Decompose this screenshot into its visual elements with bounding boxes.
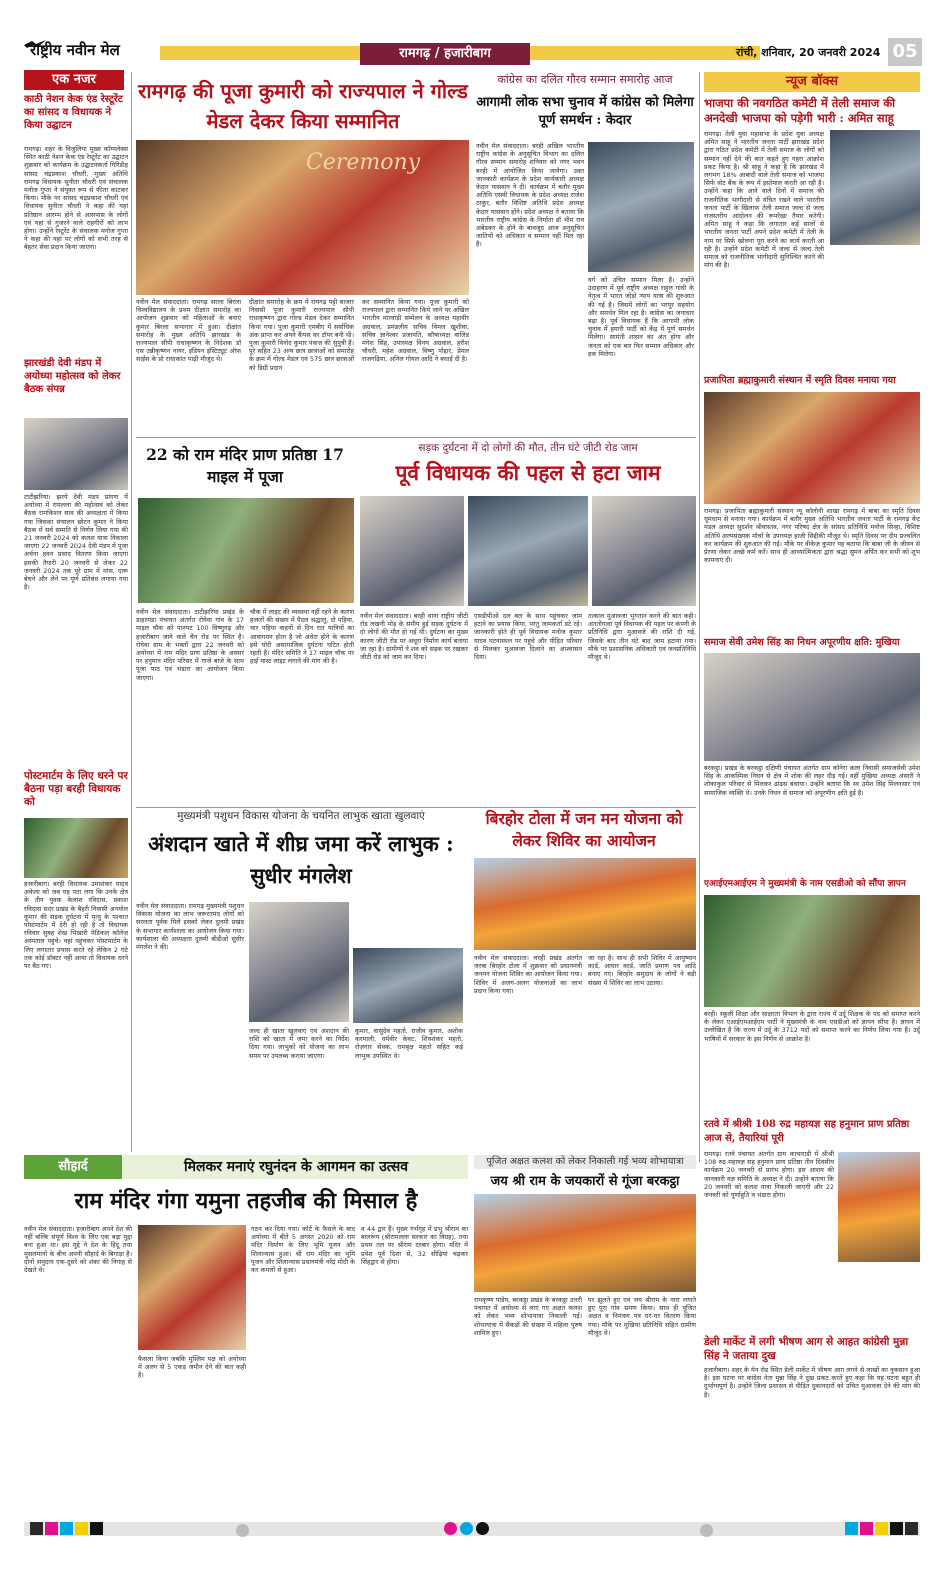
janman-headline: बिरहोर टोला में जन मन योजना को लेकर शिविर का आयोजन [485, 809, 683, 850]
ceremony-banner: Ceremony [306, 150, 421, 175]
sauhard-label: सौहार्द [24, 1155, 122, 1179]
swatch [860, 1522, 873, 1535]
pashudhan-headline: अंशदान खाते में शीघ्र जमा करें लाभुक : सुधीर मंगलेश [148, 831, 454, 888]
left-body-1: रामगढ़। शहर के विजुलिया मुख्य कॉम्पलेक्स स्थित काठी नेशन केक एंड रेस्टूरेंट का उद्घाटन शुक्रवार को कार्यक्रम के उद्घाटनकर्ता गिरिडीह सांसद चंद्रप्रकाश चौधरी, मुख्य अतिथि रामगढ़ विधायक सुनीता चौधरी एवं संचालक मनोज गुप्ता ने संयुक्त रूप से फीता काटकर किया। मौके पर सांसद चंद्रप्रकाश चौधरी एवं विधायक सुनीता चौधरी ने कहा की यहां प्रतिष्ठान आरम्भ होने से आसपास के लोगों एवं यहां से गुजरने वाले राहगीरों को लाभ होगा। उन्होंने रेस्टूरेंट के संचालक मनोज गुप्ता ने कहा की यहां पर लोगों को सभी तरह से बेहतर सेवा प्रदान किया जाएगा। [24, 145, 128, 252]
pashudhan-kicker: मुख्यमंत्री पशुधन विकास योजना के चयनित लाभुक खाता खुलवाएं [177, 810, 425, 822]
page-number: 05 [888, 38, 922, 66]
rudra-temple-photo [838, 1152, 920, 1262]
fire-headline: डेली मार्केट में लगी भीषण आग से आहत कांग्रेसी मुन्ना सिंह ने जताया दुख [704, 1336, 909, 1362]
janman-body-1: नवीन मेल संवाददाता। चरही प्रखंड अंतर्गत जरबा बिरहोर टोला में शुक्रवार को प्रधानमंत्री जनमन योजना शिविर का आयोजन किया गया। शिविर में अलग-अलग योजनाओं का लाभ प्रदान किया गया। [474, 954, 582, 995]
congress-kicker: कांग्रेस का दलित गौरव सम्मान समारोह आज [497, 73, 673, 86]
umesh-photo [704, 653, 920, 761]
jaishriram-photo [474, 1194, 696, 1292]
aimim-photo [704, 895, 920, 1007]
accident-photo-1 [360, 496, 464, 606]
accident-photo-2 [468, 496, 588, 606]
top-story-photo [136, 140, 469, 295]
sauhard-body-3: व 44 द्वार हैं। मुख्य गर्भगृह में प्रभु श्रीराम का बालरूप (श्रीरामलला सरकार का विग्रह), तथा प्रथम तल पर श्रीराम दरबार होगा। मंदिर में प्रवेश पूर्व दिशा से, 32 सीढ़ियां चढ़कर सिंहद्वार से होगा। [361, 1225, 468, 1266]
janman-body-2: जा रहा है। साथ ही सभी शिविर में आयुष्मान कार्ड, आधार कार्ड, जाति प्रमाण पत्र आदि बनाए गए। बिरहोर समुदाय के लोगों ने बड़ी संख्या में शिविर का लाभ उठाया। [588, 954, 696, 987]
dateline: रांची, शनिवार, 20 जनवरी 2024 [736, 46, 881, 59]
pashudhan-photo-2 [353, 948, 463, 1023]
jaishriram-kicker: पूजित अक्षत कलश को लेकर निकाली गई भव्य शोभायात्रा [474, 1155, 696, 1169]
pashudhan-body-1: नवीन मेल संवाददाता। रामगढ़ मुख्यमंत्री पशुधन विकास योजना का लाभ जरूरतमंद लोगों को सरलता पूर्वक मिले इसको लेकर दुलमी प्रखंड के सभागार कार्यशाला का आयोजन किया गया। कार्यशाला की अध्यक्षता दुलमी बीडीओ सुधीर मंगलेश ने की। [136, 902, 244, 952]
jaishriram-headline: जय श्री राम के जयकारों से गूंजा बरकट्ठा [490, 1174, 680, 1189]
footer-swatches-right [808, 1522, 918, 1536]
accident-body-3: तत्काल मुआवजा भुगतान करने की बात कही। अंततोगत्वा पूर्व विधायक की पहल पर कंपनी के प्रतिनिधि द्वारा मुआवजे की राशि दी गई, जिसके बाद तीन घंटे बाद जाम हटाया गया। मौके पर प्रशासनिक अधिकारी एवं जनप्रतिनिधि मौजूद थे। [588, 612, 696, 662]
sauhard-caption: फैसला किया जबकि मुस्लिम पक्ष को अयोध्या में अलग से 5 एकड़ जमीन देने की बात कही है। [138, 1355, 246, 1380]
swatch [875, 1522, 888, 1535]
jaishriram-body-1: रामकृष्ण पांडेय, बरकट्ठा प्रखंड के बरकट्ठा उत्तरी पंचायत में अयोध्या से लाए गए अक्षत कलश को लेकर भव्य शोभायात्रा निकाली गई। शोभायात्रा में सैकड़ों की संख्या में महिला पुरुष शामिल हुए। [474, 1296, 582, 1337]
news-box-label: न्यूज बॉक्स [704, 72, 920, 92]
news-box-portrait [830, 130, 920, 245]
swatch [90, 1522, 103, 1535]
center-right-divider [699, 72, 700, 1162]
pashudhan-body-3: कुमार, वासुदेव महतो, राजीव कुमार, अशोक करमाली, धर्मवीर केवट, शिवशंकर महतो, रोज़गार सेवक, रामबृक्ष महतो सहित कई लाभुक उपस्थित थे। [355, 1027, 463, 1060]
left-body-2: टाटीझरिया। झरपे देवी मंडप प्रांगण में अयोध्या में रामलला की महोत्सव को लेकर बैठक रामकिशन साव की अध्यक्षता में किया गया जिसका संचालन छोटन कुमार ने किया बैठक में सर्व सम्मति से निर्णय लिया गया की 21 जनवरी 2024 को कलश यात्रा निकाला जाएगा 22 जनवरी 2024 देवी मंडप में पूजा अर्चना हवन प्रसाद वितरण किया जाएगा इसकी तैयारी 20 जनवरी से लेकर 22 जनवरी 2024 तक पूरे ग्राम में मांस, दारू बेचने और लेने पर पूर्ण प्रतिबंध लगाया गया है। [24, 493, 128, 592]
footer-swatches-left [30, 1522, 140, 1536]
left-headline-1: काठी नेशन केक एंड रेस्टूरेंट का सांसद व विधायक ने किया उद्घाटन [24, 94, 123, 131]
top-story-body-1: नवीन मेल संवाददाता। रामगढ़ सरला बिरला विश्वविद्यालय के प्रथम दीक्षांत समारोह का आयोजन शुक्रवार को महिलाओं के बनाएं कुमार बिरला सभागार में हुआ। दीक्षांत समारोह के मुख्य अतिथि झारखंड के राज्यपाल सीपी राधाकृष्णन के निदेशक डॉ एस उन्नीकृष्णन नायर, इंडियन इंस्टिट्यूट ऑफ साईंस के प्रो राधाकांत पाढ़ी मौजूद थे। [136, 298, 241, 364]
aimim-body: बरही। स्कूली शिक्षा और साक्षरता विभाग के द्वारा राज्य में उर्दू शिक्षक के पद को समाप्त करने के लेकर एआईएमआईएम पार्टी ने मुख्यमंत्री के नाम एसडीओ को ज्ञापन सौंपा है। ज्ञापन में उल्लेखित है कि राज्य में उर्दू के 3712 पदों को समाप्त करने का निर्णय लिया गया है। उर्दू भाषियों में सरकार के इस निर्णय से आक्रोश है। [704, 1010, 920, 1043]
swatch [45, 1522, 58, 1535]
brahma-headline: प्रजापिता ब्रह्माकुमारी संस्थान में स्मृति दिवस मनाया गया [704, 375, 896, 386]
mid-divider-1 [136, 437, 696, 438]
sauhard-portrait [138, 1225, 246, 1350]
accident-body-1: नवीन मेल संवाददाता। बरही थाना राष्ट्रीय जीटी रोड लखनी मोड़ के समीप हुई सड़क दुर्घटना में दो लोगों की मौत हो गई थी। दुर्घटना का मुख्य कारण जीटी रोड पर अधूरा निर्माण कार्य बताया जा रहा है। ग्रामीणों ने शव को सड़क पर रखकर जीटी रोड को जाम कर दिया। [360, 612, 468, 662]
umesh-headline: समाज सेवी उमेश सिंह का निधन अपूरणीय क्षति: मुखिया [704, 637, 900, 648]
temple22-headline: 22 को राम मंदिर प्राण प्रतिष्ठा 17 माइल में पूजा [146, 445, 344, 486]
left-body-3: हजारीबाग। बरही विधायक उमाशंकर यादव अकेला को जब यह पता लगा कि उनके क्षेत्र के तीन युवक केलाश रविदास, प्रकाश रविदास सदर प्रखंड के बैहरी निवासी अनमोल कुमार की सड़क दुर्घटना में मृत्यु के पश्चात पोस्टमार्टम में देरी हो रही है तो विधायक रविवार सुबह शेख भिखारी मेडिकल कॉलेज अस्पताल पहुंचे। वहां पहुंचकर पोस्टमार्टम के लिए लगातार प्रयास करते रहे लेकिन 2 घंटे तक कोई डॉक्टर नहीं आया तो विधायक धरने पर बैठ गए। [24, 880, 128, 971]
sauhard-kicker: मिलकर मनाएं रघुनंदन के आगमन का उत्सव [183, 1159, 409, 1175]
sauhard-headline: राम मंदिर गंगा यमुना तहजीब की मिसाल है [74, 1188, 418, 1214]
masthead-right-band [530, 46, 760, 60]
accident-kicker: सड़क दुर्घटना में दो लोगों की मौत, तीन घंटे जीटी रोड जाम [418, 442, 638, 454]
accident-body-2: एसडीपीओ दल बल के साथ पहुंचकर जाम हटाने का प्रयास किया, परंतु जामकर्ता डटे रहे। जानकारी होते ही पूर्व विधायक मनोज कुमार यादव घटनास्थल पर पहुंचे और पीड़ित परिवार से मिलकर मुआवजा दिलाने का आश्वासन दिया। [474, 612, 582, 662]
registration-mark-2 [444, 1522, 489, 1535]
congress-body-2: वर्ग को उचित सम्मान मिला है। उन्होंने उदाहरण में पूर्व राष्ट्रीय अध्यक्ष राहुल गांधी के नेतृत्व में भारत जोड़ो न्याय यात्रा की शुरुआत की गई है। जिसमें लोगों का भरपूर सहयोग और समर्थन मिल रहा है। कांग्रेस का जनाधार बढ़ा है। पूर्व विधायक हैं कि आगामी लोक चुनाव में हमारी पार्टी को केंद्र में पूर्ण समर्थन मिलेगा। सामंती शासन का अंत होगा और जनता को एक बार फिर सम्मान अधिकार और हक मिलेगा। [588, 276, 694, 358]
accident-photo-3 [592, 496, 696, 606]
congress-body-1: नवीन मेल संवाददाता। बरही अखिल भारतीय राष्ट्रीय कांग्रेस के अनुसूचित विभाग का दलित गौरव सम्मान समारोह शनिवार को नगर भवन बरही में आयोजित किया जायेगा। उक्त जानकारी कार्यक्रम के प्रदेश कार्यकारी अध्यक्ष केदार पासवान ने दी। कार्यक्रम में बतौर मुख्य अतिथि एसवी विधायक के प्रदेश अध्यक्ष राजेश ठाकुर, बतौर विशिष्ट अतिथि प्रदेश अध्यक्ष केदार पासवान होंगे। प्रदेश अध्यक्ष ने बताया कि भारतीय राष्ट्रीय कांग्रेस के निर्माता डॉ भीम राव अंबेडकर के होने के बावजूद आज अनुसूचित जातियों को अधिकार व सम्मान नहीं मिल रहा है। [476, 142, 584, 249]
registration-mark-3 [700, 1522, 713, 1541]
congress-headline: आगामी लोक सभा चुनाव में कांग्रेस को मिलेगा पूर्ण समर्थन : केदार [476, 95, 694, 128]
temple22-body-2: चौक में लाइट की व्यवस्था नहीं रहने के कारण हजारों की संख्या में पैदल श्रद्धालु, दो पहिया, चार पहिया वाहनों से दिन रात यात्रियों का आवागमन होता है जो अंधेरा होने के कारण इसे घोरी असामाजिक दुर्घटना घटित होती रहती है। मंदिर समिति ने 17 माइल चौक पर हाई मास्ट लाइट लगाने की मांग की है। [250, 608, 354, 666]
registration-mark-1 [236, 1522, 249, 1541]
ek-nazar-label: एक नजर [24, 70, 124, 90]
swatch [845, 1522, 858, 1535]
news-box-headline: भाजपा की नवगठित कमेटी में तेली समाज की अनदेखी भाजपा को पड़ेगी भारी : अमित साहू [704, 96, 896, 125]
congress-portrait [588, 142, 694, 272]
temple22-body-1: नवीन मेल संवाददाता। टाटीझरिया प्रखंड के डाहरमंडा पंचायत अंतर्गत रोयेवा गांव के 17 माइल चौक को पानपट 100 विष्णुगढ़ और हजारीबाग जाने वाले चैन रोड पर स्थित है। रोयेवा ग्राम के भक्तों द्वारा 22 जनवरी को अयोध्या में राम मंदिर प्राण प्रतिष्ठा के अवसर पर हनुमान मंदिर परिसर में गाजे बाजे के साथ पूजा पाठ एवं भंडारा का आयोजन किया जाएगा। [136, 608, 244, 682]
pashudhan-body-2: जल्द ही खाता खुलवाएं एवं अंशदान की राशि को खाता में जमा करने का निर्देश दिया गया। लाभुकों को योजना का लाभ समय पर उपलब्ध कराया जाएगा। [249, 1027, 349, 1060]
janman-photo [474, 858, 696, 950]
left-photo-2 [24, 818, 128, 878]
left-photo-1 [24, 418, 128, 490]
left-divider [131, 72, 132, 1152]
reg-dot [476, 1522, 489, 1535]
umesh-body: बरकट्ठा। प्रखंड के बरकट्ठा दक्षिणी पंचायत अंतर्गत ग्राम कोनेरा कला निवासी समाजसेवी उमेश सिंह के आकस्मिक निधन से क्षेत्र में शोक की लहर दौड़ गई। वहीं मुखिया अध्यक्ष अंसारी ने शोकाकुल परिवार से मिलकर ढांढस बंधाया। उन्होंने बताया कि स्व उमेश सिंह मिलनसार एवं सामाजिक व्यक्ति थे। उनके निधन से समाज को अपूरणीय क्षति हुई है। [704, 764, 920, 797]
top-story-headline: रामगढ़ की पूजा कुमारी को राज्यपाल ने गोल्ड मेडल देकर किया सम्मानित [138, 79, 468, 133]
swatch [890, 1522, 903, 1535]
reg-dot [444, 1522, 457, 1535]
rudra-headline: रतवे में श्रीश्री 108 रुद्र महायज्ञ सह हनुमान प्राण प्रतिष्ठा आज से, तैयारियां पूरी [704, 1119, 910, 1144]
fire-body: हजारीबाग। शहर के मेन रोड स्थित डेली मार्केट में भीषण आग लगने से लाखों का नुकसान हुआ है। इस घटना पर कांग्रेस नेता मुन्ना सिंह ने दुख प्रकट करते हुए कहा कि यह घटना बहुत ही दुर्भाग्यपूर्ण है। उन्होंने जिला प्रशासन से पीड़ित दुकानदारों को उचित मुआवजा देने की मांग की है। [704, 1366, 920, 1399]
brahma-photo [704, 392, 920, 504]
jaishriram-body-2: पर झुलते हुए एवं जय श्रीराम के नारा लगाते हुए पूरा गांव भ्रमण किया। साथ ही पूजित अक्षत व निमंत्रण पत्र घर-घर वितरण किया गया। मौके पर मुखिया प्रतिनिधि सहित ग्रामीण मौजूद थे। [588, 1296, 696, 1337]
swatch [905, 1522, 918, 1535]
section-name: रामगढ़ / हजारीबाग [360, 43, 530, 65]
brahma-body: रामगढ़। प्रजापिता ब्रह्माकुमारी संस्थान न्यू कॉलोनी शाखा रामगढ़ में बाबा का स्मृति दिवस धूमधाम से मनाया गया। कार्यक्रम में बतौर मुख्य अतिथि भारतीय जनता पार्टी के रामगढ़ केंट मंडल अध्यक्ष सुदर्शन श्रीवास्तव, नगर परिषद क्षेत्र के सांसद प्रतिनिधि मनोज सिन्हा, विशिष्ट अतिथि अल्पसंख्यक मोर्चा के उपाध्यक्ष हाजी सिद्दीकी मौजूद थे। स्मृति दिवस पर दीप प्रज्वलित कर कार्यक्रम की शुरुआत की गई। मौके पर वीकेज़ कुमार यह बताया कि बाबा जी के जीवन से प्रेरणा लेकर अच्छे कर्म करें। साथ ही आध्यात्मिकता द्वारा श्रद्धा सुमन अर्पित कर सभी को शुभ कामनाएं दी। [704, 507, 920, 565]
aimim-headline: एआईएमआईएम ने मुख्यमंत्री के नाम एसडीओ को सौंपा ज्ञापन [704, 879, 906, 889]
masthead-left-band [160, 46, 360, 60]
accident-headline: पूर्व विधायक की पहल से हटा जाम [395, 460, 661, 485]
swatch [30, 1522, 43, 1535]
sauhard-body-2: गठन कर दिया गया। कोर्ट के फैसले के बाद अयोध्या में बीते 5 अगस्त 2020 को राम मंदिर निर्माण के लिए भूमि पूजन और शिलान्यास हुआ। श्री राम मंदिर का भूमि पूजन और शिलान्यास प्रधानमंत्री नरेंद्र मोदी के कर कमलों से हुआ। [251, 1225, 355, 1275]
top-story-body-3: कर सम्मानित किया गया। पूजा कुमारी को राज्यपाल द्वारा सम्मानित किये जाने पर अखिल भारतीय मारवाड़ी सम्मेलन के अध्यक्ष महावीर अग्रवाल, प्रमंडलीय सचिव विमल खुशीवा, सचिव ज्ञानेश्वर प्रजापति, कौषाध्यक्ष वालिड मंगेश सिंह, उपाध्यक्ष विनय अग्रवाल, हरीश चौधरी, महेश अग्रवाल, विष्णु पोद्दार, प्रेमल राजगढ़िया, अनिल गोयल आदि ने बधाई दी है। [362, 298, 469, 364]
sauhard-body-1: नवीन मेल संवाददाता। हजारीबाग अपने देश की नहीं बल्कि संपूर्ण विश्व के लिए एक बड़ा मुद्दा बना हुआ था। इस मुद्दे ने देश के हिंदू तथा मुसलमानों के बीच अपनी सौहार्द के बिगाड़ा है। दोनों समुदाय एक-दूसरे को शंका की निगाह से देखते थे। [24, 1225, 132, 1275]
swatch [75, 1522, 88, 1535]
swatch [60, 1522, 73, 1535]
pashudhan-photo-1 [249, 902, 349, 1022]
reg-dot [460, 1522, 473, 1535]
temple22-photo [138, 498, 354, 603]
left-headline-3: पोस्टमार्टम के लिए धरने पर बैठना पड़ा बरही विधायक को [24, 770, 128, 808]
left-headline-2: झारखंडी देवी मंडप में अयोध्या महोत्सव को लेकर बैठक संपन्न [24, 358, 121, 395]
news-box-body: रामगढ़। तेली युवा महासभा के प्रदेश युवा अध्यक्ष अमित साहू ने भारतीय जनता पार्टी झारखंड प्रदेश द्वारा गठित प्रदेश कमेटी में तेली समाज के लोगों को सम्मान नहीं देने की बात कहते हुए गहरा आक्रोश प्रकट किया है। श्री साहू ने कहा है कि झारखंड में लगभग 18% आबादी वाले तेली समाज को भाजपा सिर्फ वोट बैंक के रूप में इस्तेमाल करती आ रही है। उन्होंने कहा कि आने वाले दिनों में समाज की राजनीतिक भागीदारी से वंचित रखने वाले भारतीय जनता पार्टी के खिलाफ तेली समाज जल्द से जल्द राजस्तरीय आंदोलन की रूपरेखा तैयार करेगी। अमित साहू ने कहा कि लगातार कई सालों से भारतीय जनता पार्टी अपने प्रदेश कमेटी में तेली के नाम पर सिर्फ खोलना पूरा करने का कार्य करती आ रही है। उन्होंने प्रदेश कमेटी में जल्द से जल्द तेली समाज को राजनीतिक भागीदारी सुनिश्चित करने की मांग की है। [704, 130, 824, 270]
masthead-title: राष्ट्रीय नवीन मेल [30, 41, 120, 59]
top-story-body-2: दीक्षांत समारोह के क्रम में रामगढ़ पट्टी बाजार निवासी पूजा कुमारी राज्यपाल सीपी राधाकृष्णन द्वारा गोल्ड मेडल देकर सम्मानित किया गया। पूजा कुमारी एमबीए में सर्वाधिक अंक प्राप्त कर अपने कैंपस का टॉपर बनी थी। पूजा कुमारी विनोद कुमार पंकज की सुपुत्री हैं। पूरे सहित 23 अन्य छात्र छात्राओं को समारोह के क्रम में गोल्ड मेडल एवं 575 छात्र छात्राओं को डिग्री प्रदान [249, 298, 354, 372]
rudra-body: रामगढ़। रतवे पंचायत अंतर्गत ग्राम काचाराडी में श्रीश्री 108 रुद्र महायज्ञ सह हनुमान प्राण प्रतिष्ठा तीन दिवसीय कार्यक्रम 20 जनवरी से प्रारंभ होगा। इस आशय की जानकारी यज्ञ समिति के अध्यक्ष ने दी। उन्होंने बताया कि 20 जनवरी को कलश यात्रा निकाली जाएगी और 22 जनवरी को पूर्णाहुति व भंडारा होगा। [704, 1150, 834, 1200]
